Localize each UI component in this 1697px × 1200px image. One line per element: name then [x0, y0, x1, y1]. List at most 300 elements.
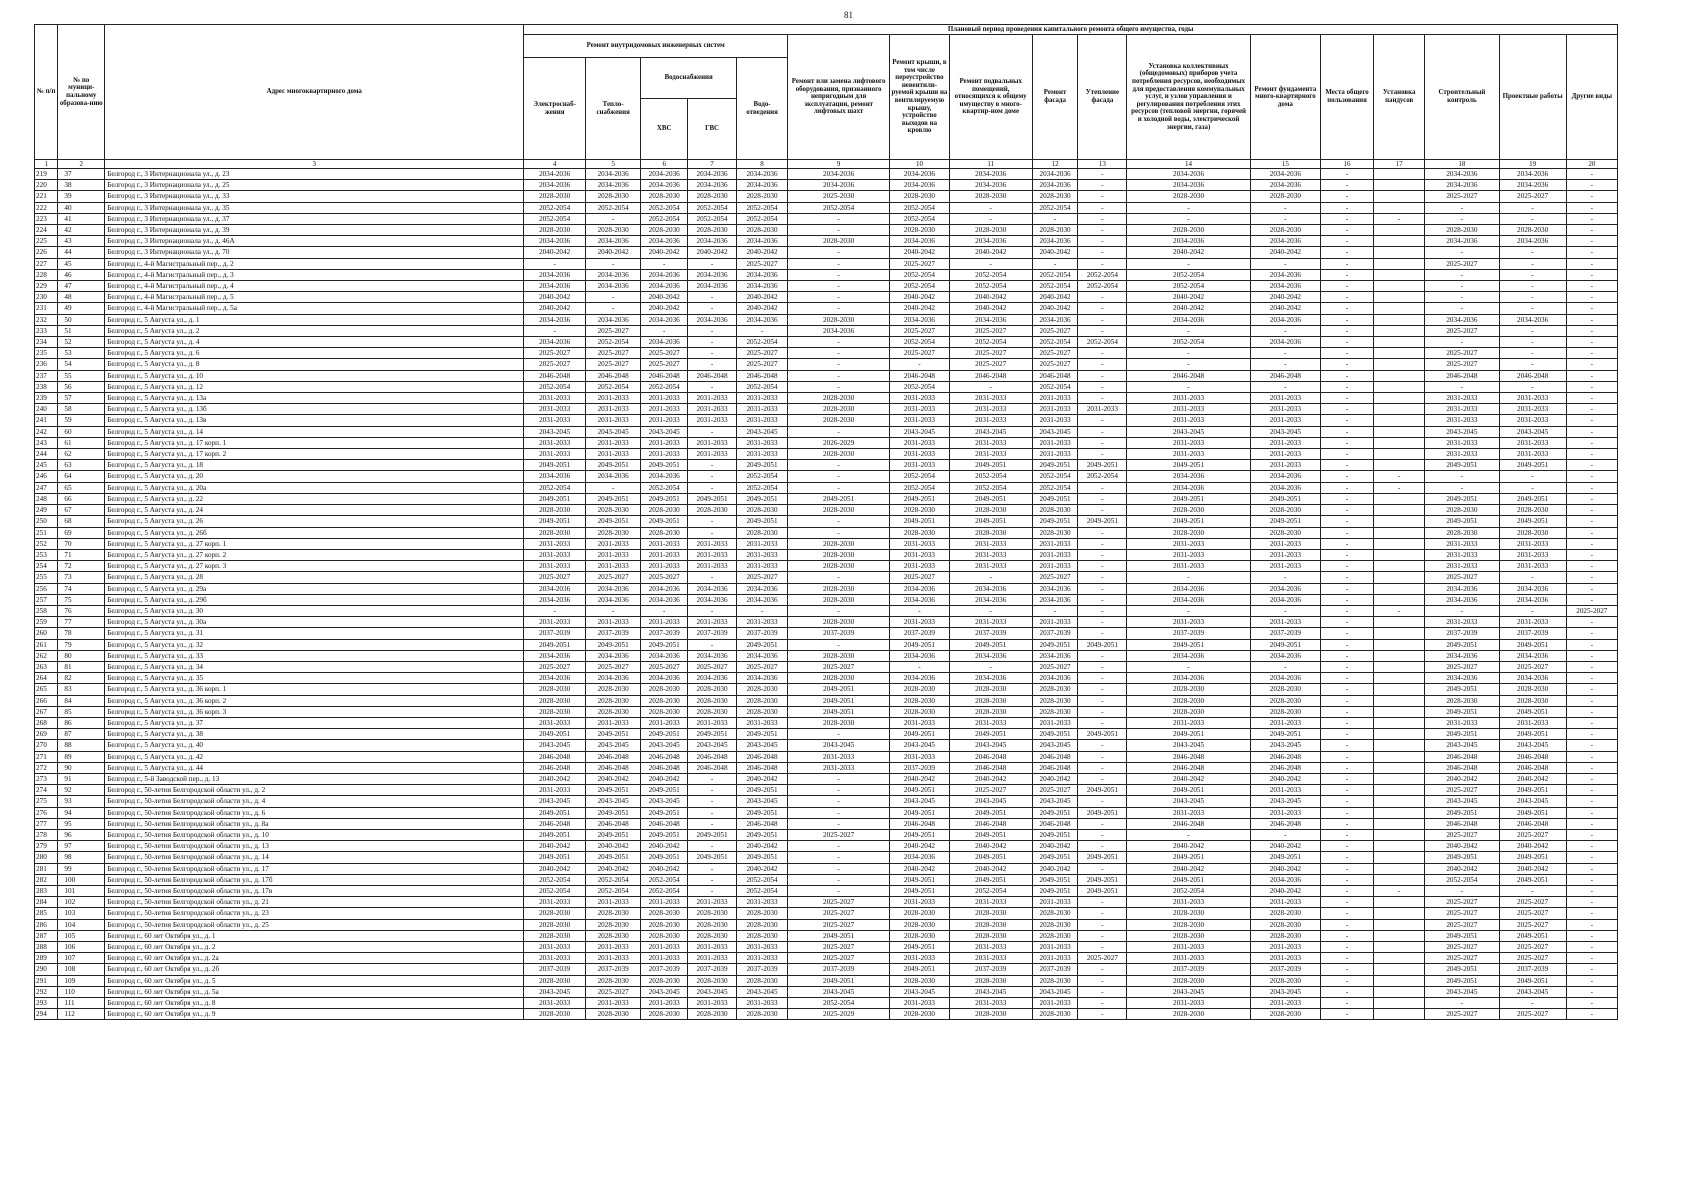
- facade-insulation-cell: 2031-2033: [1078, 404, 1127, 415]
- foundation-cell: 2046-2048: [1250, 370, 1320, 381]
- table-row: [35, 437, 1618, 448]
- design-works-cell: 2028-2030: [1499, 684, 1566, 695]
- basement-cell: 2049-2051: [949, 852, 1032, 863]
- address-cell: Белгород г., 50-летия Белгородской области ул., д. 8а: [105, 818, 524, 829]
- cold-water-cell: 2028-2030: [641, 527, 688, 538]
- electricity-cell: 2028-2030: [524, 191, 586, 202]
- meters-cell: 2037-2039: [1127, 628, 1250, 639]
- design-works-cell: 2049-2051: [1499, 516, 1566, 527]
- table-row: [35, 785, 1618, 796]
- address-cell: Белгород г., 5 Августа ул., д. 30: [105, 605, 524, 616]
- facade-insulation-cell: -: [1078, 1009, 1127, 1020]
- roof-cell: 2028-2030: [890, 191, 950, 202]
- row-number-cell: 228: [35, 269, 58, 280]
- roof-cell: 2031-2033: [890, 393, 950, 404]
- address-cell: Белгород г., 5 Августа ул., д. 2: [105, 325, 524, 336]
- foundation-cell: 2043-2045: [1250, 796, 1320, 807]
- facade-insulation-cell: 2049-2051: [1078, 852, 1127, 863]
- facade-cell: 2043-2045: [1032, 426, 1078, 437]
- hot-water-cell: 2031-2033: [688, 998, 737, 1009]
- municipal-number-cell: 73: [58, 572, 105, 583]
- ramps-cell: -: [1374, 482, 1425, 493]
- foundation-cell: 2046-2048: [1250, 751, 1320, 762]
- meters-cell: 2028-2030: [1127, 505, 1250, 516]
- row-number-cell: 243: [35, 437, 58, 448]
- construction-control-cell: 2049-2051: [1425, 493, 1499, 504]
- foundation-cell: 2031-2033: [1250, 393, 1320, 404]
- design-works-cell: 2031-2033: [1499, 437, 1566, 448]
- facade-cell: 2049-2051: [1032, 852, 1078, 863]
- table-row: [35, 964, 1618, 975]
- electricity-cell: 2031-2033: [524, 617, 586, 628]
- elevator-cell: 2025-2027: [788, 661, 890, 672]
- common-places-cell: -: [1320, 561, 1373, 572]
- hot-water-cell: -: [688, 381, 737, 392]
- other-cell: -: [1566, 908, 1617, 919]
- row-number-cell: 244: [35, 449, 58, 460]
- address-cell: Белгород г., 50-летия Белгородской области ул., д. 4: [105, 796, 524, 807]
- electricity-cell: 2025-2027: [524, 359, 586, 370]
- row-number-cell: 249: [35, 505, 58, 516]
- municipal-number-cell: 85: [58, 706, 105, 717]
- column-number: 1: [35, 160, 58, 169]
- sewer-cell: 2043-2045: [737, 796, 788, 807]
- meters-cell: 2034-2036: [1127, 314, 1250, 325]
- hot-water-cell: 2049-2051: [688, 829, 737, 840]
- hot-water-cell: 2028-2030: [688, 191, 737, 202]
- row-number-cell: 257: [35, 594, 58, 605]
- design-works-cell: 2031-2033: [1499, 538, 1566, 549]
- sewer-cell: 2052-2054: [737, 337, 788, 348]
- cold-water-cell: 2028-2030: [641, 225, 688, 236]
- municipal-number-cell: 81: [58, 661, 105, 672]
- cold-water-cell: 2049-2051: [641, 460, 688, 471]
- design-works-cell: 2025-2027: [1499, 908, 1566, 919]
- ramps-cell: [1374, 773, 1425, 784]
- header-meters: Установка коллективных (общедомовых) приборов учета потребления ресурсов, необходимых для предоставления коммунальных услуг, и узлов управления и регулирования потребления этих ресурсов (тепловой энергии, горячей и холодной воды, электрической энергии, газа): [1127, 35, 1250, 160]
- heat-cell: 2049-2051: [585, 516, 640, 527]
- hot-water-cell: 2028-2030: [688, 684, 737, 695]
- design-works-cell: 2046-2048: [1499, 370, 1566, 381]
- table-row: [35, 729, 1618, 740]
- table-row: [35, 269, 1618, 280]
- foundation-cell: -: [1250, 348, 1320, 359]
- basement-cell: 2034-2036: [949, 583, 1032, 594]
- cold-water-cell: 2028-2030: [641, 191, 688, 202]
- municipal-number-cell: 100: [58, 874, 105, 885]
- facade-cell: 2025-2027: [1032, 661, 1078, 672]
- hot-water-cell: -: [688, 572, 737, 583]
- design-works-cell: 2043-2045: [1499, 426, 1566, 437]
- municipal-number-cell: 48: [58, 292, 105, 303]
- other-cell: -: [1566, 527, 1617, 538]
- design-works-cell: 2049-2051: [1499, 729, 1566, 740]
- sewer-cell: 2034-2036: [737, 314, 788, 325]
- electricity-cell: 2034-2036: [524, 180, 586, 191]
- design-works-cell: -: [1499, 381, 1566, 392]
- row-number-cell: 230: [35, 292, 58, 303]
- design-works-cell: -: [1499, 213, 1566, 224]
- municipal-number-cell: 37: [58, 169, 105, 180]
- facade-cell: 2052-2054: [1032, 471, 1078, 482]
- construction-control-cell: 2025-2027: [1425, 258, 1499, 269]
- sewer-cell: 2028-2030: [737, 695, 788, 706]
- table-row: [35, 393, 1618, 404]
- basement-cell: 2031-2033: [949, 953, 1032, 964]
- facade-insulation-cell: -: [1078, 359, 1127, 370]
- design-works-cell: 2025-2027: [1499, 1009, 1566, 1020]
- common-places-cell: -: [1320, 594, 1373, 605]
- other-cell: -: [1566, 393, 1617, 404]
- row-number-cell: 262: [35, 650, 58, 661]
- heat-cell: -: [585, 303, 640, 314]
- ramps-cell: [1374, 247, 1425, 258]
- address-cell: Белгород г., 60 лет Октября ул., д. 8: [105, 998, 524, 1009]
- table-row: [35, 998, 1618, 1009]
- basement-cell: 2031-2033: [949, 617, 1032, 628]
- table-row: [35, 527, 1618, 538]
- meters-cell: 2043-2045: [1127, 740, 1250, 751]
- ramps-cell: [1374, 460, 1425, 471]
- hot-water-cell: 2034-2036: [688, 650, 737, 661]
- heat-cell: 2034-2036: [585, 281, 640, 292]
- ramps-cell: [1374, 583, 1425, 594]
- municipal-number-cell: 86: [58, 717, 105, 728]
- cold-water-cell: 2025-2027: [641, 661, 688, 672]
- row-number-cell: 264: [35, 673, 58, 684]
- construction-control-cell: 2031-2033: [1425, 404, 1499, 415]
- foundation-cell: 2031-2033: [1250, 437, 1320, 448]
- table-row: [35, 841, 1618, 852]
- facade-cell: 2034-2036: [1032, 180, 1078, 191]
- table-row: [35, 202, 1618, 213]
- common-places-cell: -: [1320, 706, 1373, 717]
- roof-cell: 2028-2030: [890, 505, 950, 516]
- row-number-cell: 234: [35, 337, 58, 348]
- electricity-cell: 2025-2027: [524, 661, 586, 672]
- electricity-cell: 2034-2036: [524, 650, 586, 661]
- column-number: 14: [1127, 160, 1250, 169]
- cold-water-cell: 2031-2033: [641, 449, 688, 460]
- sewer-cell: 2034-2036: [737, 269, 788, 280]
- meters-cell: 2040-2042: [1127, 247, 1250, 258]
- hot-water-cell: -: [688, 886, 737, 897]
- other-cell: -: [1566, 919, 1617, 930]
- hot-water-cell: 2046-2048: [688, 762, 737, 773]
- facade-cell: 2049-2051: [1032, 516, 1078, 527]
- address-cell: Белгород г., 3 Интернационала ул., д. 25: [105, 180, 524, 191]
- heat-cell: 2025-2027: [585, 986, 640, 997]
- common-places-cell: -: [1320, 639, 1373, 650]
- hot-water-cell: 2037-2039: [688, 628, 737, 639]
- other-cell: -: [1566, 247, 1617, 258]
- foundation-cell: 2031-2033: [1250, 549, 1320, 560]
- table-row: [35, 908, 1618, 919]
- heat-cell: 2034-2036: [585, 236, 640, 247]
- meters-cell: 2031-2033: [1127, 942, 1250, 953]
- other-cell: -: [1566, 953, 1617, 964]
- municipal-number-cell: 77: [58, 617, 105, 628]
- sewer-cell: 2040-2042: [737, 863, 788, 874]
- construction-control-cell: 2025-2027: [1425, 572, 1499, 583]
- table-row: [35, 359, 1618, 370]
- table-row: [35, 404, 1618, 415]
- construction-control-cell: 2034-2036: [1425, 236, 1499, 247]
- cold-water-cell: 2049-2051: [641, 829, 688, 840]
- meters-cell: 2034-2036: [1127, 169, 1250, 180]
- meters-cell: 2049-2051: [1127, 729, 1250, 740]
- sewer-cell: 2031-2033: [737, 897, 788, 908]
- elevator-cell: 2028-2030: [788, 583, 890, 594]
- cold-water-cell: 2052-2054: [641, 874, 688, 885]
- table-row: [35, 628, 1618, 639]
- table-row: [35, 762, 1618, 773]
- electricity-cell: -: [524, 325, 586, 336]
- table-row: [35, 572, 1618, 583]
- basement-cell: 2028-2030: [949, 919, 1032, 930]
- basement-cell: 2049-2051: [949, 639, 1032, 650]
- address-cell: Белгород г., 5 Августа ул., д. 40: [105, 740, 524, 751]
- heat-cell: 2028-2030: [585, 505, 640, 516]
- facade-insulation-cell: -: [1078, 897, 1127, 908]
- meters-cell: 2031-2033: [1127, 897, 1250, 908]
- roof-cell: 2052-2054: [890, 281, 950, 292]
- table-row: [35, 919, 1618, 930]
- hot-water-cell: 2034-2036: [688, 281, 737, 292]
- basement-cell: 2031-2033: [949, 393, 1032, 404]
- ramps-cell: [1374, 942, 1425, 953]
- elevator-cell: -: [788, 863, 890, 874]
- roof-cell: -: [890, 605, 950, 616]
- common-places-cell: -: [1320, 717, 1373, 728]
- row-number-cell: 268: [35, 717, 58, 728]
- ramps-cell: [1374, 292, 1425, 303]
- address-cell: Белгород г., 60 лет Октября ул., д. 2б: [105, 964, 524, 975]
- construction-control-cell: 2025-2027: [1425, 908, 1499, 919]
- hot-water-cell: -: [688, 303, 737, 314]
- foundation-cell: 2031-2033: [1250, 785, 1320, 796]
- foundation-cell: 2031-2033: [1250, 897, 1320, 908]
- row-number-cell: 238: [35, 381, 58, 392]
- construction-control-cell: 2043-2045: [1425, 986, 1499, 997]
- elevator-cell: -: [788, 796, 890, 807]
- elevator-cell: -: [788, 269, 890, 280]
- heat-cell: 2031-2033: [585, 538, 640, 549]
- table-row: [35, 180, 1618, 191]
- electricity-cell: 2040-2042: [524, 303, 586, 314]
- municipal-number-cell: 87: [58, 729, 105, 740]
- other-cell: -: [1566, 807, 1617, 818]
- design-works-cell: 2034-2036: [1499, 236, 1566, 247]
- common-places-cell: -: [1320, 449, 1373, 460]
- elevator-cell: -: [788, 773, 890, 784]
- foundation-cell: 2028-2030: [1250, 695, 1320, 706]
- elevator-cell: 2049-2051: [788, 684, 890, 695]
- elevator-cell: 2025-2027: [788, 942, 890, 953]
- heat-cell: 2034-2036: [585, 594, 640, 605]
- municipal-number-cell: 69: [58, 527, 105, 538]
- row-number-cell: 286: [35, 919, 58, 930]
- municipal-number-cell: 43: [58, 236, 105, 247]
- meters-cell: 2028-2030: [1127, 527, 1250, 538]
- facade-insulation-cell: -: [1078, 684, 1127, 695]
- header-planned-period: Плановый период проведения капитального ремонта общего имущества, годы: [524, 25, 1618, 35]
- electricity-cell: 2046-2048: [524, 370, 586, 381]
- sewer-cell: 2052-2054: [737, 381, 788, 392]
- hot-water-cell: 2034-2036: [688, 180, 737, 191]
- address-cell: Белгород г., 5-й Заводской пер., д. 13: [105, 773, 524, 784]
- row-number-cell: 248: [35, 493, 58, 504]
- elevator-cell: -: [788, 639, 890, 650]
- other-cell: -: [1566, 348, 1617, 359]
- design-works-cell: 2049-2051: [1499, 639, 1566, 650]
- elevator-cell: -: [788, 807, 890, 818]
- address-cell: Белгород г., 5 Августа ул., д. 13а: [105, 393, 524, 404]
- cold-water-cell: 2034-2036: [641, 583, 688, 594]
- ramps-cell: [1374, 516, 1425, 527]
- roof-cell: 2034-2036: [890, 169, 950, 180]
- roof-cell: 2034-2036: [890, 583, 950, 594]
- header-heat: Тепло-снабжения: [585, 58, 640, 160]
- heat-cell: 2040-2042: [585, 863, 640, 874]
- electricity-cell: 2031-2033: [524, 561, 586, 572]
- elevator-cell: -: [788, 572, 890, 583]
- hot-water-cell: 2034-2036: [688, 169, 737, 180]
- foundation-cell: -: [1250, 829, 1320, 840]
- row-number-cell: 293: [35, 998, 58, 1009]
- ramps-cell: [1374, 986, 1425, 997]
- electricity-cell: 2031-2033: [524, 897, 586, 908]
- municipal-number-cell: 94: [58, 807, 105, 818]
- ramps-cell: [1374, 919, 1425, 930]
- electricity-cell: 2028-2030: [524, 1009, 586, 1020]
- construction-control-cell: -: [1425, 381, 1499, 392]
- address-cell: Белгород г., 5 Августа ул., д. 42: [105, 751, 524, 762]
- construction-control-cell: 2049-2051: [1425, 852, 1499, 863]
- basement-cell: 2037-2039: [949, 964, 1032, 975]
- table-row: [35, 740, 1618, 751]
- other-cell: -: [1566, 628, 1617, 639]
- elevator-cell: -: [788, 852, 890, 863]
- basement-cell: 2043-2045: [949, 796, 1032, 807]
- hot-water-cell: -: [688, 874, 737, 885]
- roof-cell: 2049-2051: [890, 886, 950, 897]
- electricity-cell: 2028-2030: [524, 505, 586, 516]
- basement-cell: 2028-2030: [949, 706, 1032, 717]
- basement-cell: 2031-2033: [949, 549, 1032, 560]
- municipal-number-cell: 68: [58, 516, 105, 527]
- electricity-cell: 2031-2033: [524, 449, 586, 460]
- ramps-cell: [1374, 650, 1425, 661]
- elevator-cell: 2034-2036: [788, 325, 890, 336]
- facade-insulation-cell: 2052-2054: [1078, 269, 1127, 280]
- facade-cell: 2034-2036: [1032, 650, 1078, 661]
- address-cell: Белгород г., 3 Интернационала ул., д. 35: [105, 202, 524, 213]
- row-number-cell: 289: [35, 953, 58, 964]
- facade-cell: 2040-2042: [1032, 841, 1078, 852]
- address-cell: Белгород г., 5 Августа ул., д. 34: [105, 661, 524, 672]
- sewer-cell: 2031-2033: [737, 717, 788, 728]
- table-row: [35, 661, 1618, 672]
- common-places-cell: -: [1320, 381, 1373, 392]
- elevator-cell: 2025-2029: [788, 1009, 890, 1020]
- cold-water-cell: 2046-2048: [641, 762, 688, 773]
- ramps-cell: [1374, 1009, 1425, 1020]
- facade-insulation-cell: -: [1078, 191, 1127, 202]
- meters-cell: -: [1127, 359, 1250, 370]
- design-works-cell: 2031-2033: [1499, 393, 1566, 404]
- sewer-cell: 2025-2027: [737, 348, 788, 359]
- other-cell: -: [1566, 359, 1617, 370]
- roof-cell: 2043-2045: [890, 740, 950, 751]
- address-cell: Белгород г., 3 Интернационала ул., д. 33: [105, 191, 524, 202]
- construction-control-cell: 2049-2051: [1425, 964, 1499, 975]
- cold-water-cell: 2049-2051: [641, 639, 688, 650]
- table-row: [35, 930, 1618, 941]
- facade-insulation-cell: 2052-2054: [1078, 281, 1127, 292]
- ramps-cell: [1374, 258, 1425, 269]
- roof-cell: 2052-2054: [890, 482, 950, 493]
- page-number: 81: [844, 10, 853, 20]
- meters-cell: 2034-2036: [1127, 236, 1250, 247]
- other-cell: -: [1566, 717, 1617, 728]
- foundation-cell: 2034-2036: [1250, 236, 1320, 247]
- facade-cell: 2034-2036: [1032, 236, 1078, 247]
- construction-control-cell: 2025-2027: [1425, 661, 1499, 672]
- basement-cell: 2049-2051: [949, 493, 1032, 504]
- cold-water-cell: 2031-2033: [641, 717, 688, 728]
- header-cold-water: ХВС: [641, 99, 688, 160]
- foundation-cell: 2040-2042: [1250, 247, 1320, 258]
- cold-water-cell: 2037-2039: [641, 964, 688, 975]
- table-row: [35, 583, 1618, 594]
- elevator-cell: -: [788, 874, 890, 885]
- header-design-works: Проектные работы: [1499, 35, 1566, 160]
- heat-cell: 2034-2036: [585, 583, 640, 594]
- electricity-cell: 2025-2027: [524, 348, 586, 359]
- other-cell: -: [1566, 437, 1617, 448]
- meters-cell: 2034-2036: [1127, 180, 1250, 191]
- common-places-cell: -: [1320, 975, 1373, 986]
- facade-insulation-cell: 2049-2051: [1078, 516, 1127, 527]
- heat-cell: 2034-2036: [585, 471, 640, 482]
- basement-cell: 2049-2051: [949, 460, 1032, 471]
- hot-water-cell: 2028-2030: [688, 930, 737, 941]
- cold-water-cell: 2049-2051: [641, 729, 688, 740]
- cold-water-cell: -: [641, 325, 688, 336]
- meters-cell: 2028-2030: [1127, 684, 1250, 695]
- roof-cell: 2031-2033: [890, 717, 950, 728]
- column-number: 19: [1499, 160, 1566, 169]
- hot-water-cell: -: [688, 471, 737, 482]
- hot-water-cell: 2028-2030: [688, 706, 737, 717]
- municipal-number-cell: 89: [58, 751, 105, 762]
- sewer-cell: 2049-2051: [737, 460, 788, 471]
- municipal-number-cell: 46: [58, 269, 105, 280]
- ramps-cell: [1374, 684, 1425, 695]
- heat-cell: 2028-2030: [585, 684, 640, 695]
- common-places-cell: -: [1320, 829, 1373, 840]
- column-number: 15: [1250, 160, 1320, 169]
- other-cell: -: [1566, 773, 1617, 784]
- facade-cell: 2031-2033: [1032, 717, 1078, 728]
- row-number-cell: 292: [35, 986, 58, 997]
- basement-cell: 2028-2030: [949, 908, 1032, 919]
- facade-cell: 2031-2033: [1032, 561, 1078, 572]
- address-cell: Белгород г., 5 Августа ул., д. 36 корп. 2: [105, 695, 524, 706]
- address-cell: Белгород г., 5 Августа ул., д. 4: [105, 337, 524, 348]
- ramps-cell: [1374, 729, 1425, 740]
